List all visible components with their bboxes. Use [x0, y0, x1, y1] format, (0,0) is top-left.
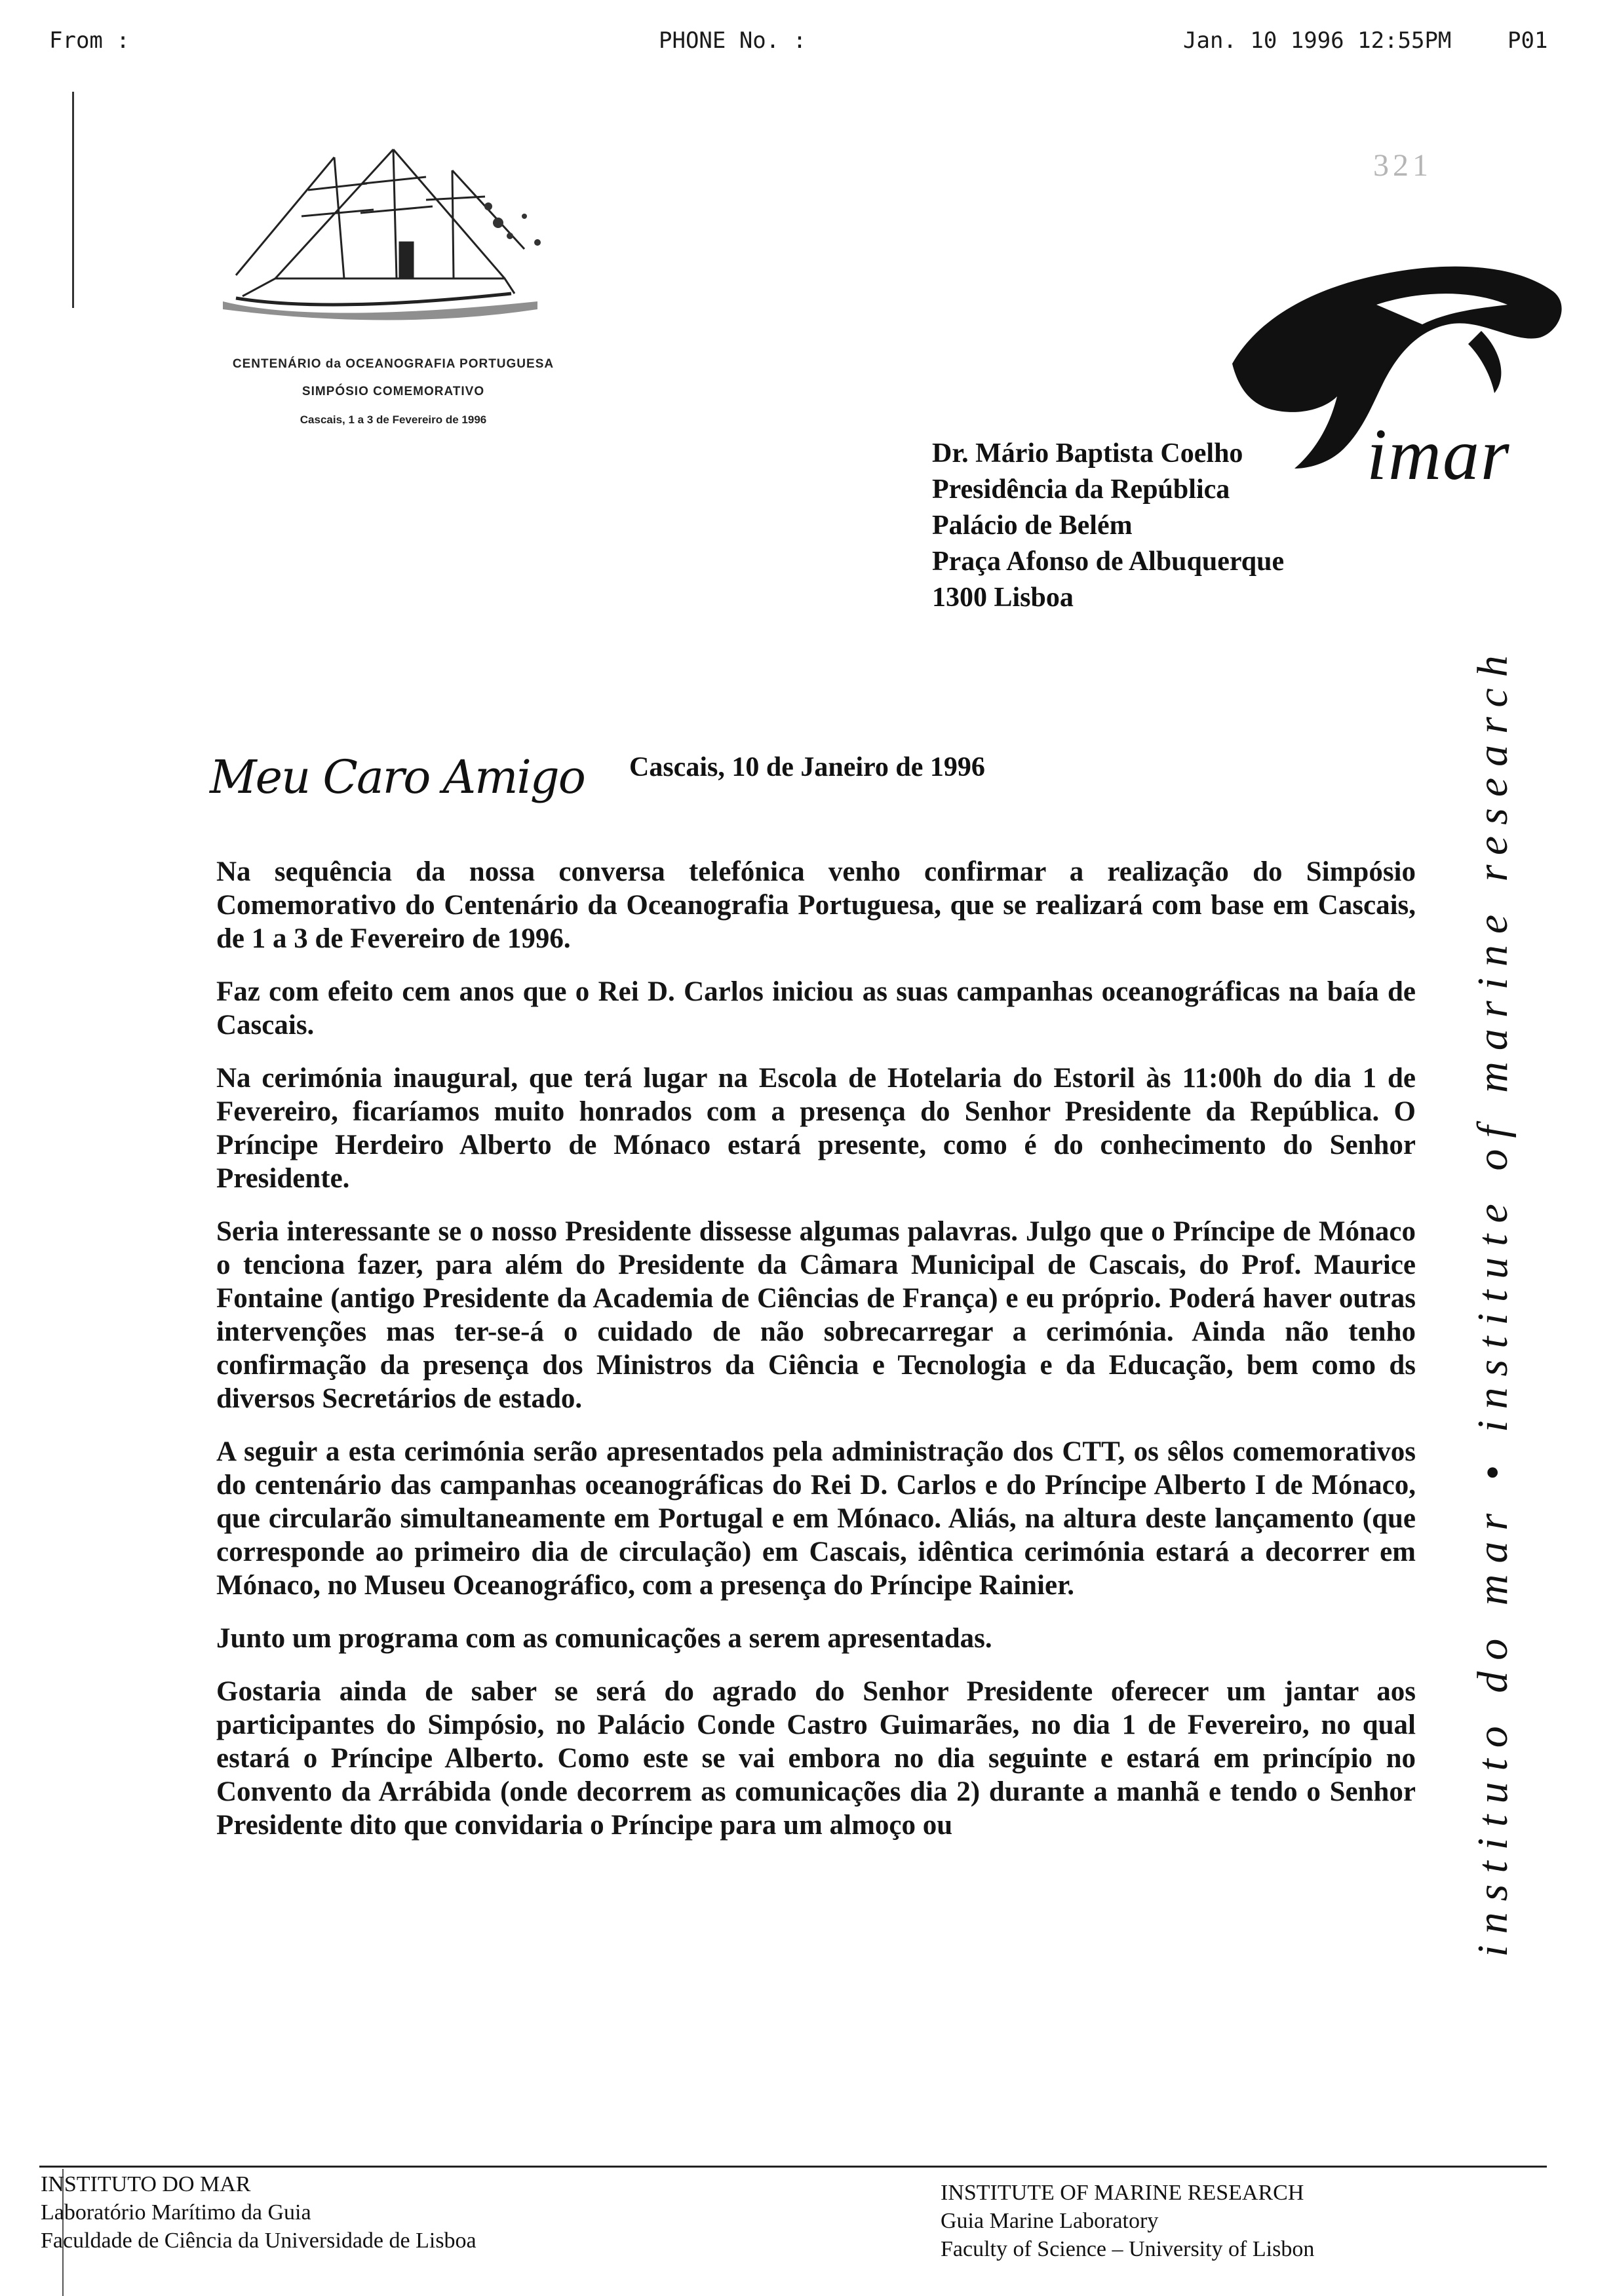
paragraph: Na sequência da nossa conversa telefónica venho confirmar a realização do Simpósio Comemorativo do Centenário da Oceanografia Portuguesa, que se realizará com base em Cascais, de 1 a 3 de Fevereiro de 1996. — [216, 856, 1416, 954]
symposium-dates: Cascais, 1 a 3 de Fevereiro de 1996 — [300, 413, 487, 426]
paragraph: Faz com efeito cem anos que o Rei D. Carlos iniciou as suas campanhas oceanográficas na baía de Cascais. — [216, 976, 1416, 1041]
recipient-palace: Palácio de Belém — [932, 510, 1133, 541]
footer-faculty-en: Faculty of Science – University of Lisbon — [941, 2237, 1315, 2261]
fax-phone-label: PHONE No. : — [659, 28, 807, 54]
symposium-subtitle: SIMPÓSIO COMEMORATIVO — [302, 385, 485, 398]
paragraph: Na cerimónia inaugural, que terá lugar na Escola de Hotelaria do Estoril às 11:00h do dia 1 de Fevereiro, ficaríamos muito honrados com a presença do Senhor Presidente da República. O Príncipe Herdeiro Alberto de Mónaco estará presente, como é do conhecimento do Senhor Presidente. — [216, 1063, 1416, 1194]
letter-dateline: Cascais, 10 de Janeiro de 1996 — [629, 752, 985, 782]
fax-from-label: From : — [49, 28, 130, 54]
footer-divider — [39, 2166, 1547, 2168]
margin-rule — [72, 92, 74, 308]
document-stamp-number: 321 — [1373, 148, 1432, 183]
recipient-office: Presidência da República — [932, 474, 1230, 505]
footer-faculty-pt: Faculdade de Ciência da Universidade de Lisboa — [41, 2229, 477, 2253]
sailing-ship-illustration — [197, 144, 577, 334]
footer-lab-en: Guia Marine Laboratory — [941, 2209, 1159, 2233]
footer-portuguese — [41, 2170, 477, 2255]
paragraph: Gostaria ainda de saber se será do agrado do Senhor Presidente oferecer um jantar aos participantes do Simpósio, no Palácio Conde Castro Guimarães, no dia 1 de Fevereiro, no qual estará o Príncipe Alberto. Como este se vai embora no dia seguinte e estará em princípio no Convento da Arrábida (onde decorrem as comunicações dia 2) durante a manhã e tendo o Senhor Presidente dito que convidaria o Príncipe para um almoço ou — [216, 1676, 1416, 1841]
imar-logo-text: imar — [1367, 414, 1511, 495]
fax-datetime: Jan. 10 1996 12:55PM — [1183, 28, 1452, 54]
centenario-title: CENTENÁRIO da OCEANOGRAFIA PORTUGUESA — [232, 357, 555, 371]
footer-lab-pt: Laboratório Marítimo da Guia — [41, 2200, 311, 2225]
footer-institute-pt: INSTITUTO DO MAR — [41, 2172, 251, 2196]
footer-institute-en: INSTITUTE OF MARINE RESEARCH — [941, 2181, 1304, 2205]
symposium-letterhead — [197, 357, 590, 427]
recipient-address — [932, 436, 1284, 616]
letter-body — [216, 855, 1416, 1862]
handwritten-greeting: Meu Caro Amigo — [210, 750, 585, 804]
paragraph: Seria interessante se o nosso Presidente dissesse algumas palavras. Julgo que o Príncipe de Mónaco o tenciona fazer, para além do Presidente da Câmara Municipal de Cascais, do Prof. Maurice Fontaine (antigo Presidente da Academia de Ciências de França) e eu próprio. Poderá haver outras intervenções mas ter-se-á o cuidado de não sobrecarregar a cerimónia. Ainda não tenho confirmação da presença dos Ministros da Ciência e Tecnologia e da Educação, bem como ds diversos Secretários de estado. — [216, 1216, 1416, 1414]
recipient-name: Dr. Mário Baptista Coelho — [932, 438, 1243, 469]
recipient-city: 1300 Lisboa — [932, 583, 1074, 613]
paragraph: Junto um programa com as comunicações a serem apresentadas. — [216, 1623, 992, 1654]
paragraph: A seguir a esta cerimónia serão apresentados pela administração dos CTT, os sêlos comemorativos do centenário das campanhas oceanográficas do Rei D. Carlos e do Príncipe Alberto I de Mónaco, que circularão simultaneamente em Portugal e em Mónaco. Aliás, na altura deste lançamento (que corresponde ao primeiro dia de circulação) em Cascais, idêntica cerimónia estará a decorrer em Mónaco, no Museu Oceanográfico, com a presença do Príncipe Rainier. — [216, 1436, 1416, 1601]
recipient-street: Praça Afonso de Albuquerque — [932, 546, 1285, 577]
fax-page-number: P01 — [1508, 28, 1548, 54]
footer-english — [941, 2179, 1314, 2263]
institute-vertical-banner: instituto do mar • institute of marine research — [1469, 644, 1517, 1957]
